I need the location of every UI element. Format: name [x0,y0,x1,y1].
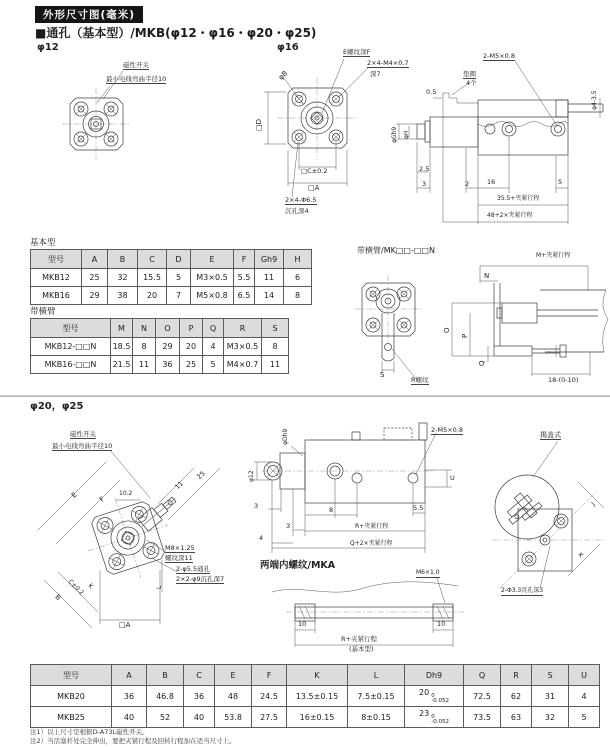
cell: 8 [133,338,156,356]
bend-radius-label: 最小电线弯曲半径10 [106,75,167,83]
column-header: C [184,665,215,686]
cell: 6 [284,269,312,287]
cell: 21.5 [111,356,133,374]
counterbore2-label: 2×2-φ9沉孔深7 [176,575,225,583]
cell: 40 [184,707,215,728]
cell: 11 [262,356,289,374]
dim-s-label: S [380,371,385,379]
cell: M4×0.7 [224,356,262,374]
q-stroke-label: Q+2×夹紧行程 [350,540,393,547]
column-header: L [348,665,405,686]
header-row [31,250,312,269]
column-header: R [224,319,262,338]
dim-m-stroke-label: M+夹紧行程 [536,252,571,259]
dim-phi12-label: φ12 [248,470,255,482]
cell: 11 [255,269,284,287]
column-header: F [252,665,287,686]
cover-holes-label: 2-Φ3.3沉孔深3 [501,587,544,594]
cell: 48 [215,686,252,707]
basic-table-title: 基本型 [30,238,56,248]
cell: 25 [82,269,108,287]
cell: 5 [203,356,224,374]
cell: 38 [108,287,138,305]
column-header: R [501,665,532,686]
cell: 29 [82,287,108,305]
dim-3-label: 3 [422,180,427,188]
cell: 5.5 [234,269,255,287]
table-row [31,686,600,707]
cell: 6.5 [234,287,255,305]
cell: 5 [569,707,600,728]
dim-5-label: 5 [558,178,563,186]
dim-c-label: □C±0.2 [301,167,328,175]
cell: 46.8 [147,686,184,707]
cell: 31 [532,686,569,707]
cell: 5 [167,269,191,287]
dim-a-label: □A [308,184,320,192]
cell: 4 [203,338,224,356]
header-bar-title: 外形尺寸图(毫米) [43,9,136,21]
r-stroke-label: R+夹紧行程 [355,523,389,530]
rod-dia-label: φ4-3.5 [591,90,598,110]
r-thread-label: R螺纹 [411,376,429,384]
column-header: E [215,665,252,686]
cell: 16±0.15 [287,707,348,728]
cell: 18.5 [111,338,133,356]
dim-11-label: 11 [173,479,185,491]
cell: M3×0.5 [191,269,234,287]
cell: 27.5 [252,707,287,728]
cell: 14 [255,287,284,305]
table [30,664,600,728]
cell: 63 [501,707,532,728]
dim-8-label: 8 [329,506,334,514]
cell: MKB16-□□N [31,356,111,374]
cell: MKB12-□□N [31,338,111,356]
dim-p-label: P [461,333,469,338]
dim-j-label: J [590,501,597,508]
bend-radius-label-2: 最小电线弯曲半径10 [52,442,113,450]
cell: 23 0 -0.052 [405,707,464,728]
cell: 7.5±0.15 [348,686,405,707]
rod-thread-depth-label: 螺纹深11 [165,554,193,562]
stroke-dim-1-label: 35.5+夹紧行程 [497,195,540,202]
table [30,249,312,305]
phi16-front-drawing [264,59,368,197]
dim-b-label: φB [277,69,290,82]
dim-18-label: 18-(0-10) [548,376,579,384]
table-row [31,707,600,728]
cell: 20 0 -0.052 [405,686,464,707]
dim-g-label: φGh9 [391,126,398,143]
dim-10b-label: 10 [437,620,446,628]
washer-label: 垫圈 [463,70,476,78]
column-header: Gh9 [255,250,284,269]
section-divider [0,396,610,397]
mka-title: 两端内螺纹/MKA [260,560,336,571]
column-header: F [234,250,255,269]
dimensions-table-bottom [30,664,586,728]
column-header: 型号 [31,665,112,686]
table-row [31,356,289,374]
column-header: B [108,250,138,269]
dim-b2-label: B [53,593,63,603]
tolerance: 0 -0.052 [431,692,449,704]
cell: 36 [156,356,180,374]
column-header: K [287,665,348,686]
dim-n-label: N [484,272,490,280]
counterbore-depth-label: 沉孔深4 [285,207,309,215]
cell: 8 [284,287,312,305]
cell: MKB25 [31,707,112,728]
cell: 73.5 [464,707,501,728]
dim-dh9-label: φDh9 [282,428,289,445]
cell: 24.5 [252,686,287,707]
dim-25-label: 2.5 [419,165,430,173]
header-bar [35,6,143,23]
mka-stroke-label: R+夹紧行程 [341,635,377,643]
dim-a2-label: □A [119,621,131,629]
basic-dimensions-table [30,249,302,305]
dim-3b-label: 3 [286,522,291,530]
column-header: S [262,319,289,338]
cell: 8 [262,338,289,356]
dim-k-label: K [86,582,95,591]
column-header: B [147,665,184,686]
dim-05-label: 0.5 [426,88,437,96]
rod-thread-label: M8×1.25 [165,544,195,552]
counterbore-label: 2×4-Φ6.5 [285,196,317,204]
arm-side-drawing [452,266,608,376]
table-row [31,338,289,356]
dim-25b-label: 25 [195,469,207,481]
cell: 8±0.15 [348,707,405,728]
tolerance: 0 -0.052 [431,713,449,725]
port-thread-label: 2-M5×0.8 [483,52,516,60]
bolt-spec-label: 2×4-M4×0.7 [367,59,409,67]
dim-10a-label: 10 [298,620,307,628]
column-header: 型号 [31,250,82,269]
cell: MKB12 [31,269,82,287]
bolt-depth-label: 深7 [370,70,381,78]
cover-detail-drawing [492,441,606,588]
footnote-2: 注2）当活塞杆处完全伸出，要把夹紧行程及回转行程加在适当尺寸上。 [30,737,236,745]
washer-qty-label: 4个 [466,79,477,87]
cell: 72.5 [464,686,501,707]
mka-thread-label: M6×1.0 [416,569,440,576]
dim-16-label: 16 [487,178,496,186]
arm-dimensions-table [30,318,280,374]
table-row [31,287,312,305]
dim-u-label: U [450,474,455,482]
column-header: O [156,319,180,338]
column-header: A [82,250,108,269]
cell: 36 [112,686,147,707]
dim-q-label: Q [478,360,486,366]
magnetic-switch-label-2: 磁性开关 [70,430,96,438]
arm-table-title: 带横臂 [30,307,56,317]
phi20-25-label: φ20，φ25 [30,401,84,412]
dim-d-label: □D [255,118,263,131]
dim-e-label: E [70,490,79,500]
dim-l-label: L [156,585,163,589]
column-header: C [138,250,167,269]
cell: 32 [532,707,569,728]
cell: 29 [156,338,180,356]
header-row [31,319,289,338]
cell: M5×0.8 [191,287,234,305]
section-title: ■通孔（基本型）/MKB(φ12・φ16・φ20・φ25) [35,26,317,40]
cell: MKB20 [31,686,112,707]
cell: 40 [112,707,147,728]
column-header: 型号 [31,319,111,338]
dim-h-label: φH [403,130,410,139]
cell: 62 [501,686,532,707]
cover-type-label: 揭盖式 [540,431,561,439]
column-header: H [284,250,312,269]
e-thread-label: E螺纹深F [343,48,371,56]
column-header: A [112,665,147,686]
column-header: E [191,250,234,269]
magnetic-switch-label: 磁性开关 [123,61,149,69]
cell: MKB16 [31,287,82,305]
cell: 4 [569,686,600,707]
cell: 7 [167,287,191,305]
table-row [31,269,312,287]
phi12-label: φ12 [37,42,59,53]
cell: 13.5±0.15 [287,686,348,707]
dim-102-label: 10.2 [119,490,133,497]
cell: 52 [147,707,184,728]
dim-55-label: 5.5 [413,504,424,512]
column-header: Q [464,665,501,686]
cell: 53.8 [215,707,252,728]
through-holes-label: 2-φ5.5通孔 [176,565,211,573]
mka-basic-label: (基本型) [349,645,374,653]
cell: 32 [108,269,138,287]
column-header: U [569,665,600,686]
dim-f-label: F [98,495,107,504]
table [30,318,289,374]
cell: M3×0.5 [224,338,262,356]
column-header: P [180,319,203,338]
port-thread-label-2: 2-M5×0.8 [431,426,464,434]
dim-o-label: O [443,327,451,333]
arm-front-drawing [355,275,422,379]
dim-k2-label: K [576,551,585,560]
cell: 11 [133,356,156,374]
column-header: Q [203,319,224,338]
dim-2-label: 2 [465,180,470,188]
dim-3a-label: 3 [254,502,259,510]
column-header: D [167,250,191,269]
cell: 20 [138,287,167,305]
column-header: M [111,319,133,338]
column-header: Dh9 [405,665,464,686]
arm-drawing-title: 带横臂/MK□□-□□N [357,246,435,255]
column-header: S [532,665,569,686]
dim-c2-label: C±0.2 [66,578,85,597]
cell: 36 [184,686,215,707]
dim-4-label: 4 [259,534,264,542]
column-header: N [133,319,156,338]
phi20-front-drawing [38,450,220,628]
cell: 15.5 [138,269,167,287]
cell: 25 [180,356,203,374]
footnote-1: 注1）以上尺寸是根据D-A73L磁性开关。 [30,728,149,736]
cell: 20 [180,338,203,356]
stroke-dim-2-label: 48+2×夹紧行程 [487,212,533,219]
phi16-label: φ16 [277,42,299,53]
header-row [31,665,600,686]
